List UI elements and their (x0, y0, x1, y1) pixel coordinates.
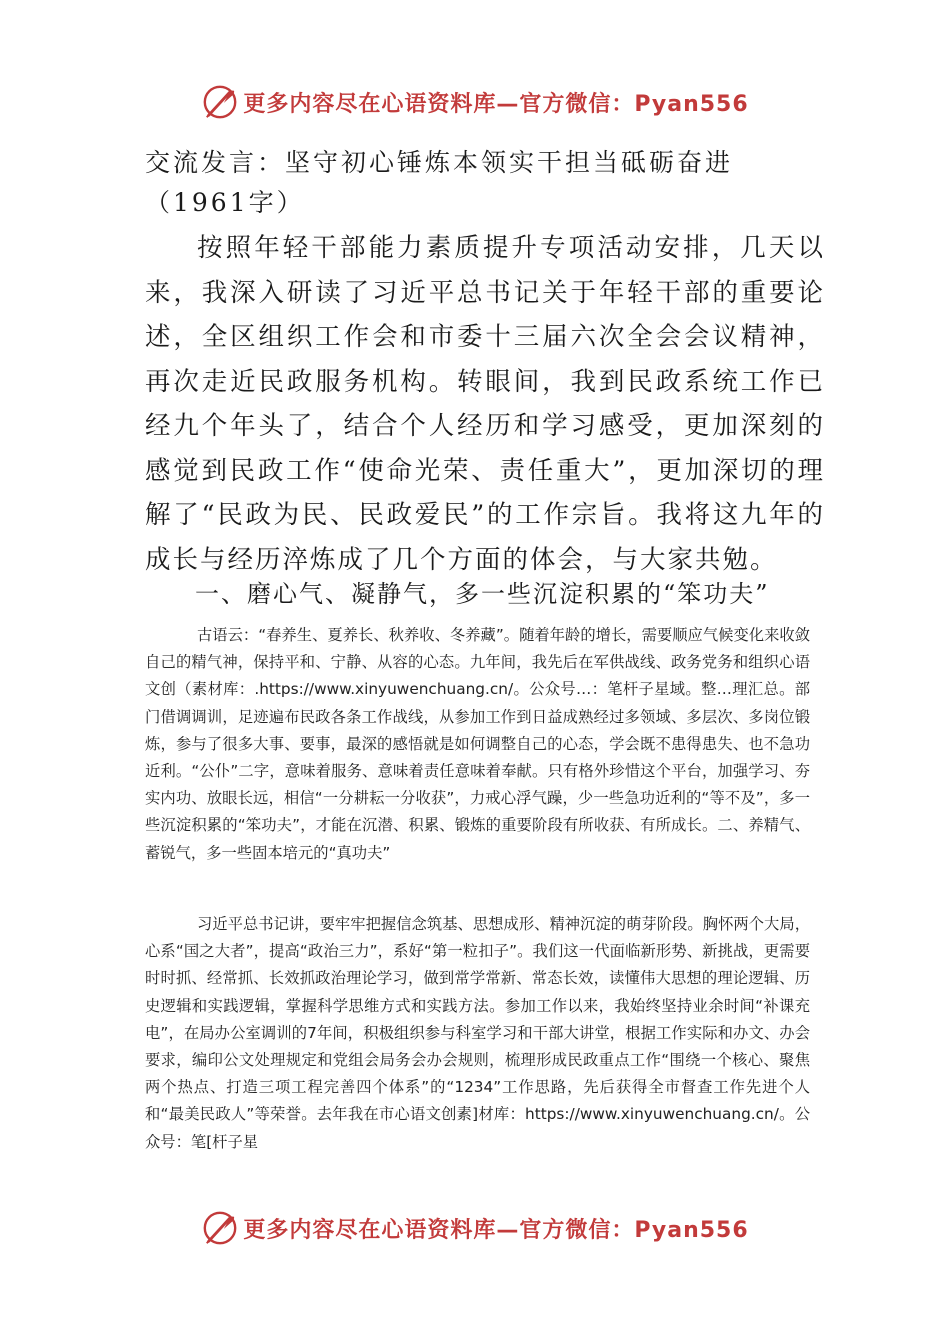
banner-text: 更多内容尽在心语资料库—官方微信：Pyan556 (243, 91, 749, 117)
quill-pen-logo-icon (201, 83, 239, 121)
header-banner (0, 82, 950, 122)
quill-pen-logo-icon (201, 1209, 239, 1247)
body-paragraph-2: 习近平总书记讲，要牢牢把握信念筑基、思想成形、精神沉淀的萌芽阶段。胸怀两个大局，心系“国之大者”，提高“政治三力”，系好“第一粒扣子”。我们这一代面临新形势、新挑战，更需要时时抓、经常抓、长效抓政治理论学习，做到常学常新、常态长效，读懂伟大思想的理论逻辑、历史逻辑和实践逻辑，掌握科学思维方式和实践方法。参加工作以来，我始终坚持业余时间“补课充电”，在局办公室调训的7年间，积极组织参与科室学习和干部大讲堂，根据工作实际和办文、办会要求，编印公文处理规定和党组会局务会办会规则，梳理形成民政重点工作“围绕一个核心、聚焦两个热点、打造三项工程完善四个体系”的“1234”工作思路，先后获得全市督查工作先进个人和“最美民政人”等荣誉。去年我在市心语文创素]材库：https://www.xinyuwenchuang.cn/。公众号：笔[杆子星 (145, 915, 810, 1151)
intro-paragraph: 按照年轻干部能力素质提升专项活动安排，几天以来，我深入研读了习近平总书记关于年轻干部的重要论述，全区组织工作会和市委十三届六次全会会议精神，再次走近民政服务机构。转眼间，我到民政系统工作已经九个年头了，结合个人经历和学习感受，更加深刻的感觉到民政工作“使命光荣、责任重大”，更加深切的理解了“民政为民、民政爱民”的工作宗旨。我将这九年的成长与经历淬炼成了几个方面的体会，与大家共勉。 (145, 233, 825, 575)
body-paragraph-1: 古语云：“春养生、夏养长、秋养收、冬养藏”。随着年龄的增长，需要顺应气候变化来收敛自己的精气神，保持平和、宁静、从容的心态。九年间，我先后在军供战线、政务党务和组织心语文创（素材库：.https://www.xinyuwenchuang.cn/。公众号…：笔杆子星域。整…理汇总。部门借调调训，足迹遍布民政各条工作战线，从参加工作到日益成熟经过多领域、多层次、多岗位锻炼，参与了很多大事、要事，最深的感悟就是如何调整自己的心态，学会既不患得患失、也不急功近利。“公仆”二字，意味着服务、意味着责任意味着奉献。只有格外珍惜这个平台，加强学习、夯实内功、放眼长远，相信“一分耕耘一分收获”，力戒心浮气躁，少一些急功近利的“等不及”，多一些沉淀积累的“笨功夫”，才能在沉潜、积累、锻炼的重要阶段有所收获、有所成长。二、养精气、蓄锐气，多一些固本培元的“真功夫” (145, 626, 810, 862)
footer-banner (0, 1208, 950, 1248)
banner-text: 更多内容尽在心语资料库—官方微信：Pyan556 (243, 1217, 749, 1243)
document-title: 交流发言：坚守初心锤炼本领实干担当砥砺奋进（1961字） (145, 148, 734, 217)
section-heading-1: 一、磨心气、凝静气，多一些沉淀积累的“笨功夫” (195, 580, 770, 608)
